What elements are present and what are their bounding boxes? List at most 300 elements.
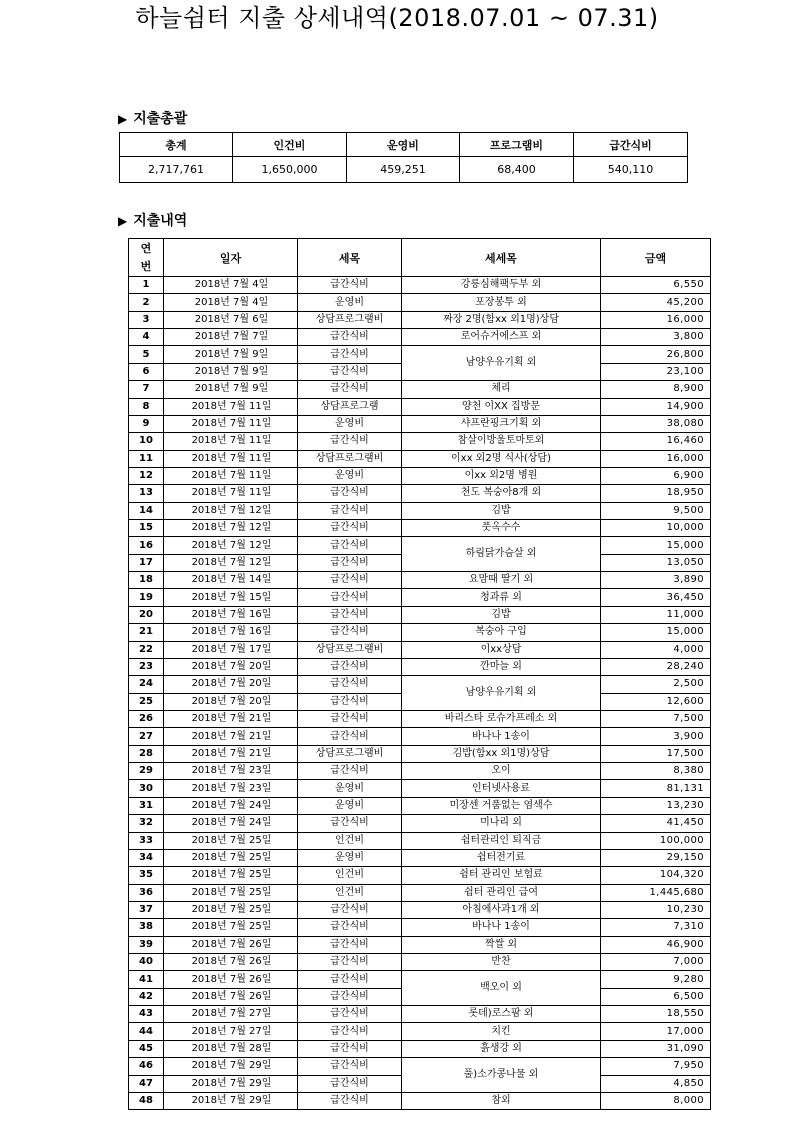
table-row	[129, 919, 711, 936]
row-subcategory: 바나나 1송이	[402, 919, 601, 936]
row-amount: 28,240	[601, 658, 711, 675]
detail-header-category: 세목	[298, 239, 402, 277]
row-category: 급간식비	[298, 988, 402, 1005]
table-row	[129, 624, 711, 641]
row-category: 인건비	[298, 884, 402, 901]
row-amount: 41,450	[601, 815, 711, 832]
table-row	[129, 971, 711, 988]
row-number: 4	[129, 329, 164, 346]
row-date: 2018년 7월 23일	[164, 763, 298, 780]
row-date: 2018년 7월 26일	[164, 988, 298, 1005]
summary-value-program: 68,400	[460, 157, 574, 183]
triangle-bullet-icon: ▶	[118, 214, 128, 228]
row-subcategory: 이xx상담	[402, 641, 601, 658]
row-date: 2018년 7월 25일	[164, 849, 298, 866]
row-date: 2018년 7월 28일	[164, 1040, 298, 1057]
row-date: 2018년 7월 9일	[164, 346, 298, 363]
row-number: 46	[129, 1058, 164, 1075]
detail-header-amount: 금액	[601, 239, 711, 277]
row-amount: 17,000	[601, 1023, 711, 1040]
row-amount: 3,890	[601, 572, 711, 589]
row-amount: 18,950	[601, 485, 711, 502]
row-number: 42	[129, 988, 164, 1005]
row-number: 41	[129, 971, 164, 988]
row-date: 2018년 7월 17일	[164, 641, 298, 658]
row-category: 급간식비	[298, 346, 402, 363]
table-row	[129, 329, 711, 346]
row-category: 급간식비	[298, 624, 402, 641]
summary-section-heading	[118, 110, 187, 128]
row-number: 7	[129, 381, 164, 398]
row-date: 2018년 7월 12일	[164, 502, 298, 519]
row-number: 15	[129, 520, 164, 537]
summary-value-operations: 459,251	[347, 157, 460, 183]
row-subcategory: 인터넷사용료	[402, 780, 601, 797]
row-subcategory: 참외	[402, 1092, 601, 1109]
row-amount: 15,000	[601, 624, 711, 641]
row-date: 2018년 7월 15일	[164, 589, 298, 606]
row-subcategory: 체리	[402, 381, 601, 398]
table-row	[129, 1092, 711, 1109]
row-category: 급간식비	[298, 606, 402, 623]
row-subcategory: 강릉심해팩두부 외	[402, 277, 601, 294]
row-date: 2018년 7월 4일	[164, 277, 298, 294]
row-subcategory: 남양우유기획 외	[402, 346, 601, 381]
row-category: 급간식비	[298, 710, 402, 727]
row-subcategory: 김밥(함xx 외1명)상담	[402, 745, 601, 762]
row-number: 12	[129, 467, 164, 484]
row-amount: 17,500	[601, 745, 711, 762]
detail-header-no	[129, 239, 164, 277]
row-date: 2018년 7월 21일	[164, 710, 298, 727]
row-subcategory: 쉼터전기료	[402, 849, 601, 866]
row-number: 24	[129, 676, 164, 693]
row-subcategory: 양천 이XX 집방문	[402, 398, 601, 415]
row-amount: 9,500	[601, 502, 711, 519]
row-number: 16	[129, 537, 164, 554]
row-date: 2018년 7월 25일	[164, 919, 298, 936]
row-date: 2018년 7월 12일	[164, 554, 298, 571]
row-number: 34	[129, 849, 164, 866]
row-number: 1	[129, 277, 164, 294]
row-amount: 18,550	[601, 1006, 711, 1023]
row-date: 2018년 7월 11일	[164, 450, 298, 467]
row-amount: 16,000	[601, 311, 711, 328]
row-amount: 45,200	[601, 294, 711, 311]
row-date: 2018년 7월 12일	[164, 520, 298, 537]
summary-header-operations: 운영비	[347, 133, 460, 157]
row-category: 급간식비	[298, 676, 402, 693]
row-subcategory: 로어슈거에스프 외	[402, 329, 601, 346]
row-amount: 26,800	[601, 346, 711, 363]
row-subcategory: 짜장 2명(함xx 외1명)상담	[402, 311, 601, 328]
table-row	[129, 381, 711, 398]
row-category: 급간식비	[298, 277, 402, 294]
row-date: 2018년 7월 21일	[164, 728, 298, 745]
row-category: 급간식비	[298, 1006, 402, 1023]
row-date: 2018년 7월 11일	[164, 433, 298, 450]
table-row	[129, 520, 711, 537]
summary-value-personnel: 1,650,000	[233, 157, 347, 183]
row-number: 48	[129, 1092, 164, 1109]
row-subcategory: 이xx 외2명 병원	[402, 467, 601, 484]
table-row	[129, 467, 711, 484]
row-amount: 3,800	[601, 329, 711, 346]
row-date: 2018년 7월 26일	[164, 954, 298, 971]
row-date: 2018년 7월 20일	[164, 676, 298, 693]
table-row	[129, 867, 711, 884]
row-category: 급간식비	[298, 763, 402, 780]
summary-header-personnel: 인건비	[233, 133, 347, 157]
row-subcategory: 바리스타 로슈가프레소 외	[402, 710, 601, 727]
row-amount: 11,000	[601, 606, 711, 623]
row-number: 9	[129, 415, 164, 432]
row-number: 14	[129, 502, 164, 519]
row-subcategory: 백오이 외	[402, 971, 601, 1006]
row-date: 2018년 7월 27일	[164, 1023, 298, 1040]
row-subcategory: 남양우유기획 외	[402, 676, 601, 711]
row-category: 급간식비	[298, 381, 402, 398]
row-category: 급간식비	[298, 901, 402, 918]
row-subcategory: 풀)소가콩나물 외	[402, 1058, 601, 1093]
row-number: 26	[129, 710, 164, 727]
row-category: 급간식비	[298, 537, 402, 554]
row-category: 급간식비	[298, 589, 402, 606]
row-number: 47	[129, 1075, 164, 1092]
row-number: 23	[129, 658, 164, 675]
triangle-bullet-icon: ▶	[118, 112, 128, 126]
row-date: 2018년 7월 23일	[164, 780, 298, 797]
detail-table-body	[129, 277, 711, 1110]
table-row	[129, 1023, 711, 1040]
detail-header-row	[129, 239, 711, 277]
summary-header-row	[120, 133, 688, 157]
summary-value-total: 2,717,761	[120, 157, 233, 183]
row-number: 31	[129, 797, 164, 814]
row-date: 2018년 7월 16일	[164, 624, 298, 641]
table-row	[129, 745, 711, 762]
row-amount: 14,900	[601, 398, 711, 415]
row-number: 11	[129, 450, 164, 467]
row-subcategory: 미장센 거품없는 염색수	[402, 797, 601, 814]
row-amount: 7,000	[601, 954, 711, 971]
row-amount: 10,000	[601, 520, 711, 537]
row-category: 급간식비	[298, 363, 402, 380]
row-category: 운영비	[298, 780, 402, 797]
document-title: 하늘쉼터 지출 상세내역(2018.07.01 ~ 07.31)	[135, 4, 659, 32]
row-amount: 6,900	[601, 467, 711, 484]
row-amount: 8,000	[601, 1092, 711, 1109]
row-date: 2018년 7월 11일	[164, 467, 298, 484]
row-category: 운영비	[298, 415, 402, 432]
row-category: 급간식비	[298, 572, 402, 589]
row-category: 상담프로그램비	[298, 450, 402, 467]
table-row	[129, 433, 711, 450]
row-number: 17	[129, 554, 164, 571]
row-amount: 12,600	[601, 693, 711, 710]
row-category: 급간식비	[298, 971, 402, 988]
row-amount: 29,150	[601, 849, 711, 866]
table-row	[129, 641, 711, 658]
table-row	[129, 832, 711, 849]
table-row	[129, 710, 711, 727]
row-subcategory: 쉼터 관리인 급여	[402, 884, 601, 901]
row-category: 운영비	[298, 294, 402, 311]
row-category: 급간식비	[298, 954, 402, 971]
row-date: 2018년 7월 6일	[164, 311, 298, 328]
row-number: 35	[129, 867, 164, 884]
row-number: 37	[129, 901, 164, 918]
row-date: 2018년 7월 21일	[164, 745, 298, 762]
row-category: 급간식비	[298, 693, 402, 710]
row-date: 2018년 7월 27일	[164, 1006, 298, 1023]
row-date: 2018년 7월 20일	[164, 658, 298, 675]
row-subcategory: 반찬	[402, 954, 601, 971]
table-row	[129, 901, 711, 918]
table-row	[129, 658, 711, 675]
table-row	[129, 763, 711, 780]
row-subcategory: 미나리 외	[402, 815, 601, 832]
detail-header-no-top: 연	[140, 241, 152, 255]
detail-header-no-bottom: 번	[140, 259, 152, 273]
row-number: 36	[129, 884, 164, 901]
row-amount: 23,100	[601, 363, 711, 380]
table-row	[129, 398, 711, 415]
row-date: 2018년 7월 12일	[164, 537, 298, 554]
row-date: 2018년 7월 14일	[164, 572, 298, 589]
row-date: 2018년 7월 25일	[164, 901, 298, 918]
row-amount: 36,450	[601, 589, 711, 606]
detail-header-date: 일자	[164, 239, 298, 277]
row-date: 2018년 7월 11일	[164, 398, 298, 415]
row-number: 21	[129, 624, 164, 641]
row-subcategory: 오이	[402, 763, 601, 780]
row-category: 급간식비	[298, 1023, 402, 1040]
row-amount: 9,280	[601, 971, 711, 988]
table-row	[129, 849, 711, 866]
row-date: 2018년 7월 24일	[164, 797, 298, 814]
row-category: 급간식비	[298, 1075, 402, 1092]
row-number: 22	[129, 641, 164, 658]
row-amount: 4,000	[601, 641, 711, 658]
row-amount: 4,850	[601, 1075, 711, 1092]
table-row	[129, 606, 711, 623]
row-amount: 104,320	[601, 867, 711, 884]
row-category: 인건비	[298, 832, 402, 849]
row-number: 19	[129, 589, 164, 606]
row-number: 27	[129, 728, 164, 745]
table-row	[129, 1058, 711, 1075]
row-category: 급간식비	[298, 554, 402, 571]
table-row	[129, 537, 711, 554]
table-row	[129, 589, 711, 606]
row-subcategory: 쉼터관리인 퇴직금	[402, 832, 601, 849]
row-subcategory: 치킨	[402, 1023, 601, 1040]
row-subcategory: 샤프란핑크기획 외	[402, 415, 601, 432]
row-date: 2018년 7월 24일	[164, 815, 298, 832]
row-subcategory: 참살이방울토마토외	[402, 433, 601, 450]
row-category: 급간식비	[298, 433, 402, 450]
row-category: 급간식비	[298, 329, 402, 346]
row-subcategory: 포장봉투 외	[402, 294, 601, 311]
row-category: 급간식비	[298, 936, 402, 953]
row-subcategory: 청과류 외	[402, 589, 601, 606]
row-number: 10	[129, 433, 164, 450]
row-number: 38	[129, 919, 164, 936]
row-date: 2018년 7월 20일	[164, 693, 298, 710]
row-category: 상담프로그램비	[298, 641, 402, 658]
row-amount: 81,131	[601, 780, 711, 797]
row-number: 30	[129, 780, 164, 797]
row-date: 2018년 7월 26일	[164, 936, 298, 953]
row-amount: 7,950	[601, 1058, 711, 1075]
row-amount: 46,900	[601, 936, 711, 953]
row-number: 45	[129, 1040, 164, 1057]
row-subcategory: 바나나 1송이	[402, 728, 601, 745]
row-date: 2018년 7월 7일	[164, 329, 298, 346]
detail-header-subcategory: 세세목	[402, 239, 601, 277]
row-subcategory: 하림닭가슴살 외	[402, 537, 601, 572]
row-category: 상담프로그램비	[298, 745, 402, 762]
table-row	[129, 728, 711, 745]
row-subcategory: 김밥	[402, 502, 601, 519]
detail-table	[128, 238, 711, 1110]
table-row	[129, 1040, 711, 1057]
row-category: 급간식비	[298, 658, 402, 675]
row-number: 33	[129, 832, 164, 849]
table-row	[129, 311, 711, 328]
row-number: 43	[129, 1006, 164, 1023]
row-subcategory: 쉼터 관리인 보험료	[402, 867, 601, 884]
row-category: 운영비	[298, 849, 402, 866]
row-category: 상담프로그램비	[298, 311, 402, 328]
summary-header-total: 총계	[120, 133, 233, 157]
row-date: 2018년 7월 29일	[164, 1075, 298, 1092]
row-number: 29	[129, 763, 164, 780]
row-number: 28	[129, 745, 164, 762]
row-number: 2	[129, 294, 164, 311]
row-date: 2018년 7월 25일	[164, 867, 298, 884]
row-amount: 13,050	[601, 554, 711, 571]
row-number: 18	[129, 572, 164, 589]
row-amount: 13,230	[601, 797, 711, 814]
row-category: 급간식비	[298, 919, 402, 936]
row-date: 2018년 7월 11일	[164, 485, 298, 502]
row-category: 급간식비	[298, 502, 402, 519]
row-subcategory: 짝쌀 외	[402, 936, 601, 953]
summary-value-row	[120, 157, 688, 183]
row-amount: 8,380	[601, 763, 711, 780]
row-number: 5	[129, 346, 164, 363]
row-number: 8	[129, 398, 164, 415]
summary-heading-label: 지출총괄	[133, 111, 188, 127]
row-number: 20	[129, 606, 164, 623]
row-amount: 2,500	[601, 676, 711, 693]
row-number: 39	[129, 936, 164, 953]
row-amount: 7,310	[601, 919, 711, 936]
row-category: 운영비	[298, 797, 402, 814]
row-number: 6	[129, 363, 164, 380]
row-date: 2018년 7월 9일	[164, 381, 298, 398]
row-amount: 15,000	[601, 537, 711, 554]
row-category: 급간식비	[298, 815, 402, 832]
row-number: 40	[129, 954, 164, 971]
row-number: 3	[129, 311, 164, 328]
row-subcategory: 복숭아 구입	[402, 624, 601, 641]
row-category: 급간식비	[298, 1040, 402, 1057]
row-category: 급간식비	[298, 728, 402, 745]
row-date: 2018년 7월 25일	[164, 832, 298, 849]
row-date: 2018년 7월 16일	[164, 606, 298, 623]
row-date: 2018년 7월 25일	[164, 884, 298, 901]
row-category: 급간식비	[298, 485, 402, 502]
row-amount: 16,000	[601, 450, 711, 467]
table-row	[129, 450, 711, 467]
row-subcategory: 요맘때 딸기 외	[402, 572, 601, 589]
row-subcategory: 천도 복숭아8개 외	[402, 485, 601, 502]
row-amount: 38,080	[601, 415, 711, 432]
row-date: 2018년 7월 11일	[164, 415, 298, 432]
table-row	[129, 676, 711, 693]
row-amount: 31,090	[601, 1040, 711, 1057]
row-amount: 6,550	[601, 277, 711, 294]
row-amount: 3,900	[601, 728, 711, 745]
row-date: 2018년 7월 29일	[164, 1092, 298, 1109]
detail-heading-label: 지출내역	[133, 213, 188, 229]
row-subcategory: 롯데)로스팜 외	[402, 1006, 601, 1023]
row-amount: 7,500	[601, 710, 711, 727]
summary-header-meals: 급간식비	[574, 133, 688, 157]
table-row	[129, 277, 711, 294]
table-row	[129, 797, 711, 814]
row-subcategory: 아침에사과1개 외	[402, 901, 601, 918]
row-amount: 1,445,680	[601, 884, 711, 901]
row-category: 급간식비	[298, 1092, 402, 1109]
row-subcategory: 깐마늘 외	[402, 658, 601, 675]
row-date: 2018년 7월 29일	[164, 1058, 298, 1075]
summary-value-meals: 540,110	[574, 157, 688, 183]
table-row	[129, 884, 711, 901]
table-row	[129, 815, 711, 832]
row-amount: 8,900	[601, 381, 711, 398]
summary-header-program: 프로그램비	[460, 133, 574, 157]
row-category: 운영비	[298, 467, 402, 484]
row-amount: 16,460	[601, 433, 711, 450]
table-row	[129, 485, 711, 502]
summary-table	[119, 132, 688, 183]
row-subcategory: 풋옥수수	[402, 520, 601, 537]
table-row	[129, 954, 711, 971]
row-subcategory: 이xx 외2명 식사(상담)	[402, 450, 601, 467]
row-amount: 10,230	[601, 901, 711, 918]
row-date: 2018년 7월 4일	[164, 294, 298, 311]
table-row	[129, 502, 711, 519]
row-amount: 100,000	[601, 832, 711, 849]
row-category: 인건비	[298, 867, 402, 884]
row-category: 급간식비	[298, 1058, 402, 1075]
row-category: 상담프로그램	[298, 398, 402, 415]
table-row	[129, 294, 711, 311]
row-category: 급간식비	[298, 520, 402, 537]
table-row	[129, 346, 711, 363]
row-number: 32	[129, 815, 164, 832]
row-date: 2018년 7월 26일	[164, 971, 298, 988]
row-date: 2018년 7월 9일	[164, 363, 298, 380]
row-number: 44	[129, 1023, 164, 1040]
detail-section-heading	[118, 212, 187, 230]
table-row	[129, 572, 711, 589]
table-row	[129, 780, 711, 797]
